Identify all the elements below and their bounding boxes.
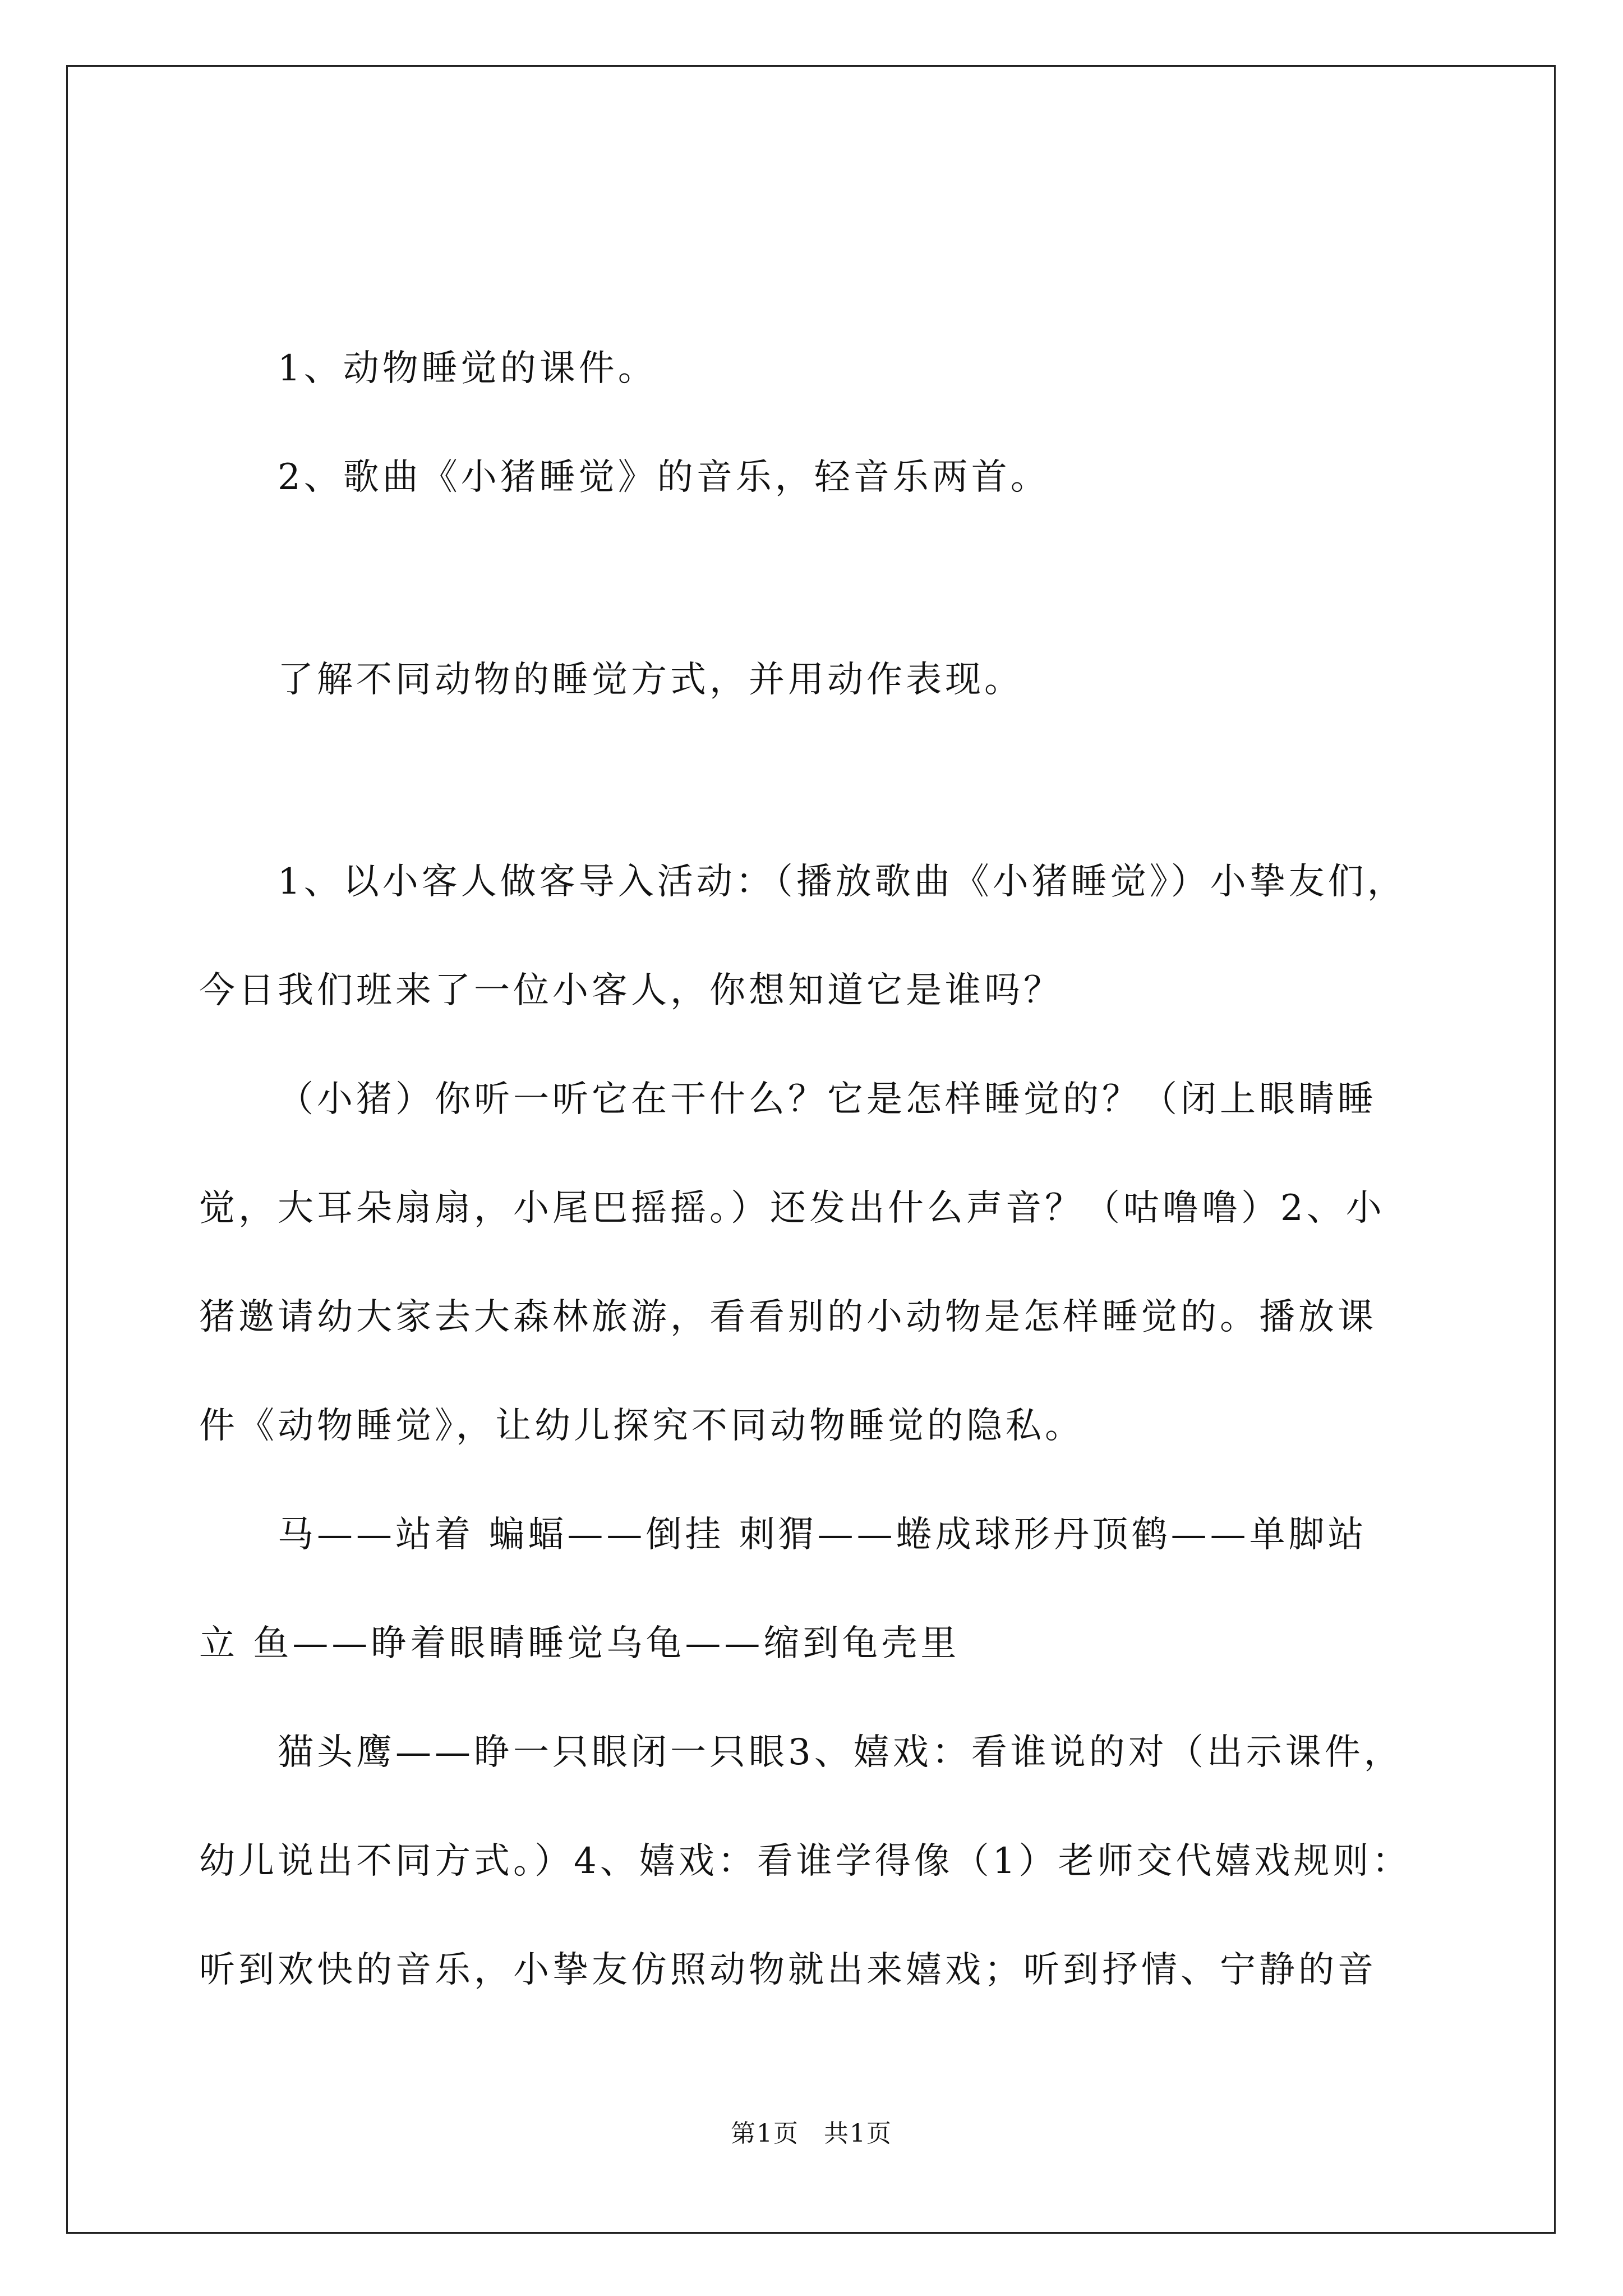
process-paragraph-2-line-3: 猪邀请幼大家去大森林旅游，看看别的小动物是怎样睡觉的。播放课 [199, 1296, 1377, 1338]
material-item-1: 1、动物睡觉的课件。 [278, 348, 657, 389]
material-item-2: 2、歌曲《小猪睡觉》的音乐，轻音乐两首。 [278, 457, 1050, 498]
process-step-1-line-2: 今日我们班来了一位小客人，你想知道它是谁吗？ [199, 970, 1063, 1011]
process-step-1-line-1: 1、以小客人做客导入活动：（播放歌曲《小猪睡觉》）小挚友们， [278, 861, 1407, 903]
game-paragraph-line-3: 听到欢快的音乐，小挚友仿照动物就出来嬉戏；听到抒情、宁静的音 [199, 1949, 1377, 1991]
activity-goal: 了解不同动物的睡觉方式，并用动作表现。 [278, 659, 1023, 701]
game-paragraph-line-2: 幼儿说出不同方式。）4、嬉戏：看谁学得像（1）老师交代嬉戏规则： [199, 1841, 1412, 1882]
animal-list-line-2: 立 鱼——睁着眼睛睡觉乌龟——缩到龟壳里 [199, 1623, 960, 1664]
page-footer [0, 2117, 1623, 2151]
process-paragraph-2-line-1: （小猪）你听一听它在干什么？它是怎样睡觉的？（闭上眼睛睡 [278, 1079, 1377, 1120]
animal-list-line-1: 马——站着 蝙蝠——倒挂 刺猬——蜷成球形丹顶鹤——单脚站 [278, 1514, 1367, 1556]
page-total: 共1页 [824, 2119, 892, 2148]
process-paragraph-2-line-2: 觉，大耳朵扇扇，小尾巴摇摇。）还发出什么声音？（咕噜噜）2、小 [199, 1188, 1385, 1229]
process-paragraph-2-line-4: 件《动物睡觉》，让幼儿探究不同动物睡觉的隐私。 [199, 1405, 1084, 1447]
page-number: 第1页 [731, 2119, 799, 2148]
game-paragraph-line-1: 猫头鹰——睁一只眼闭一只眼3、嬉戏：看谁说的对（出示课件， [278, 1732, 1403, 1773]
